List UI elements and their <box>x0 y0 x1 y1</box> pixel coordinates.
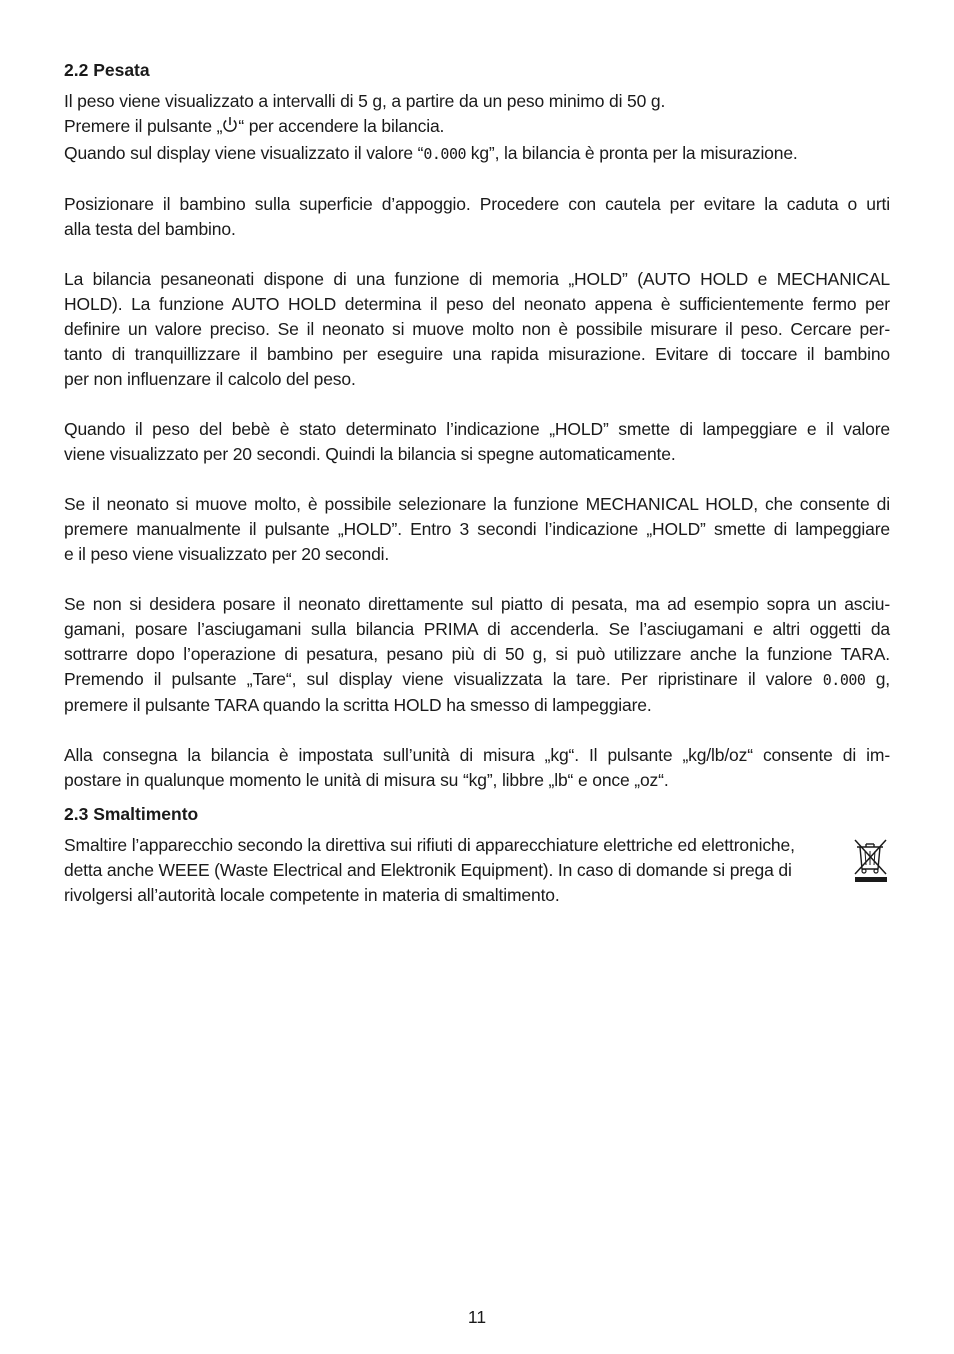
text-line: rivolgersi all’autorità locale competente in materia di smaltimento. <box>64 885 560 905</box>
text-line: sottrarre dopo l’operazione di pesatura, pesano più di 50 g, si può utilizzare anche la funzione TARA. <box>64 644 890 664</box>
paragraph-units <box>64 743 890 793</box>
disposal-block <box>64 833 890 908</box>
text-line: alla testa del bambino. <box>64 219 236 239</box>
display-value: 0.000 <box>822 671 866 689</box>
text-line: Posizionare il bambino sulla superficie d’appoggio. Procedere con cautela per evitare la caduta o urti <box>64 194 890 214</box>
page-number: 11 <box>467 1307 487 1327</box>
text-fragment: g, <box>865 669 890 689</box>
paragraph-tare <box>64 592 890 718</box>
paragraph-disposal <box>64 833 838 908</box>
paragraph-hold-result <box>64 417 890 467</box>
text-line: Quando il peso del bebè è stato determinato l’indicazione „HOLD” smette di lampeggiare e il valore <box>64 419 890 439</box>
text-line: Il peso viene visualizzato a intervalli di 5 g, a partire da un peso minimo di 50 g. <box>64 91 666 111</box>
text-line: tanto di tranquillizzare il bambino per eseguire una rapida misurazione. Evitare di toccare il bambino <box>64 344 890 364</box>
text-fragment: Premere il pulsante „ <box>64 116 223 136</box>
text-fragment: Quando sul display viene visualizzato il valore “ <box>64 143 424 163</box>
text-line <box>64 114 890 141</box>
power-icon <box>222 116 238 141</box>
page-content <box>64 58 890 908</box>
text-line: Smaltire l’apparecchio secondo la direttiva sui rifiuti di apparecchiature elettriche ed elettroniche, <box>64 835 795 855</box>
text-line: viene visualizzato per 20 secondi. Quindi la bilancia si spegne automaticamente. <box>64 444 676 464</box>
paragraph-mechanical-hold <box>64 492 890 567</box>
section-heading-pesata: 2.2 Pesata <box>64 60 150 80</box>
text-fragment: kg”, la bilancia è pronta per la misurazione. <box>466 143 798 163</box>
text-line: premere manualmente il pulsante „HOLD”. Entro 3 secondi l’indicazione „HOLD” smette di lampeggiare <box>64 519 890 539</box>
paragraph-weight-intro <box>64 89 890 167</box>
text-line: HOLD). La funzione AUTO HOLD determina il peso del neonato appena è sufficientemente fermo per <box>64 294 890 314</box>
display-value: 0.000 <box>423 145 467 163</box>
text-line: definire un valore preciso. Se il neonato si muove molto non è possibile misurare il peso. Cercare per- <box>64 319 890 339</box>
section-heading-smaltimento: 2.3 Smaltimento <box>64 804 199 824</box>
text-line: detta anche WEEE (Waste Electrical and Elektronik Equipment). In caso di domande si prega di <box>64 860 792 880</box>
text-line: premere il pulsante TARA quando la scritta HOLD ha smesso di lampeggiare. <box>64 695 652 715</box>
text-line <box>64 667 890 693</box>
text-line: gamani, posare l’asciugamani sulla bilancia PRIMA di accenderla. Se l’asciugamani e altri oggetti da <box>64 619 890 639</box>
text-line <box>64 141 890 167</box>
paragraph-positioning <box>64 192 890 242</box>
text-line: e il peso viene visualizzato per 20 secondi. <box>64 544 390 564</box>
text-fragment: “ per accendere la bilancia. <box>238 116 445 136</box>
text-fragment: Premendo il pulsante „Tare“, sul display viene visualizzata la tare. Per ripristinare il valore <box>64 669 823 689</box>
text-line: postare in qualunque momento le unità di misura su “kg”, libbre „lb“ e once „oz“. <box>64 770 669 790</box>
text-line: Se il neonato si muove molto, è possibile selezionare la funzione MECHANICAL HOLD, che consente di <box>64 494 890 514</box>
text-line: Alla consegna la bilancia è impostata sull’unità di misura „kg“. Il pulsante „kg/lb/oz“ consente di im- <box>64 745 890 765</box>
paragraph-hold-function <box>64 267 890 392</box>
text-line: per non influenzare il calcolo del peso. <box>64 369 356 389</box>
crossed-out-wheelie-bin-icon <box>852 835 890 885</box>
text-line: La bilancia pesaneonati dispone di una funzione di memoria „HOLD” (AUTO HOLD e MECHANICAL <box>64 269 890 289</box>
text-line: Se non si desidera posare il neonato direttamente sul piatto di pesata, ma ad esempio sopra un asciu- <box>64 594 890 614</box>
